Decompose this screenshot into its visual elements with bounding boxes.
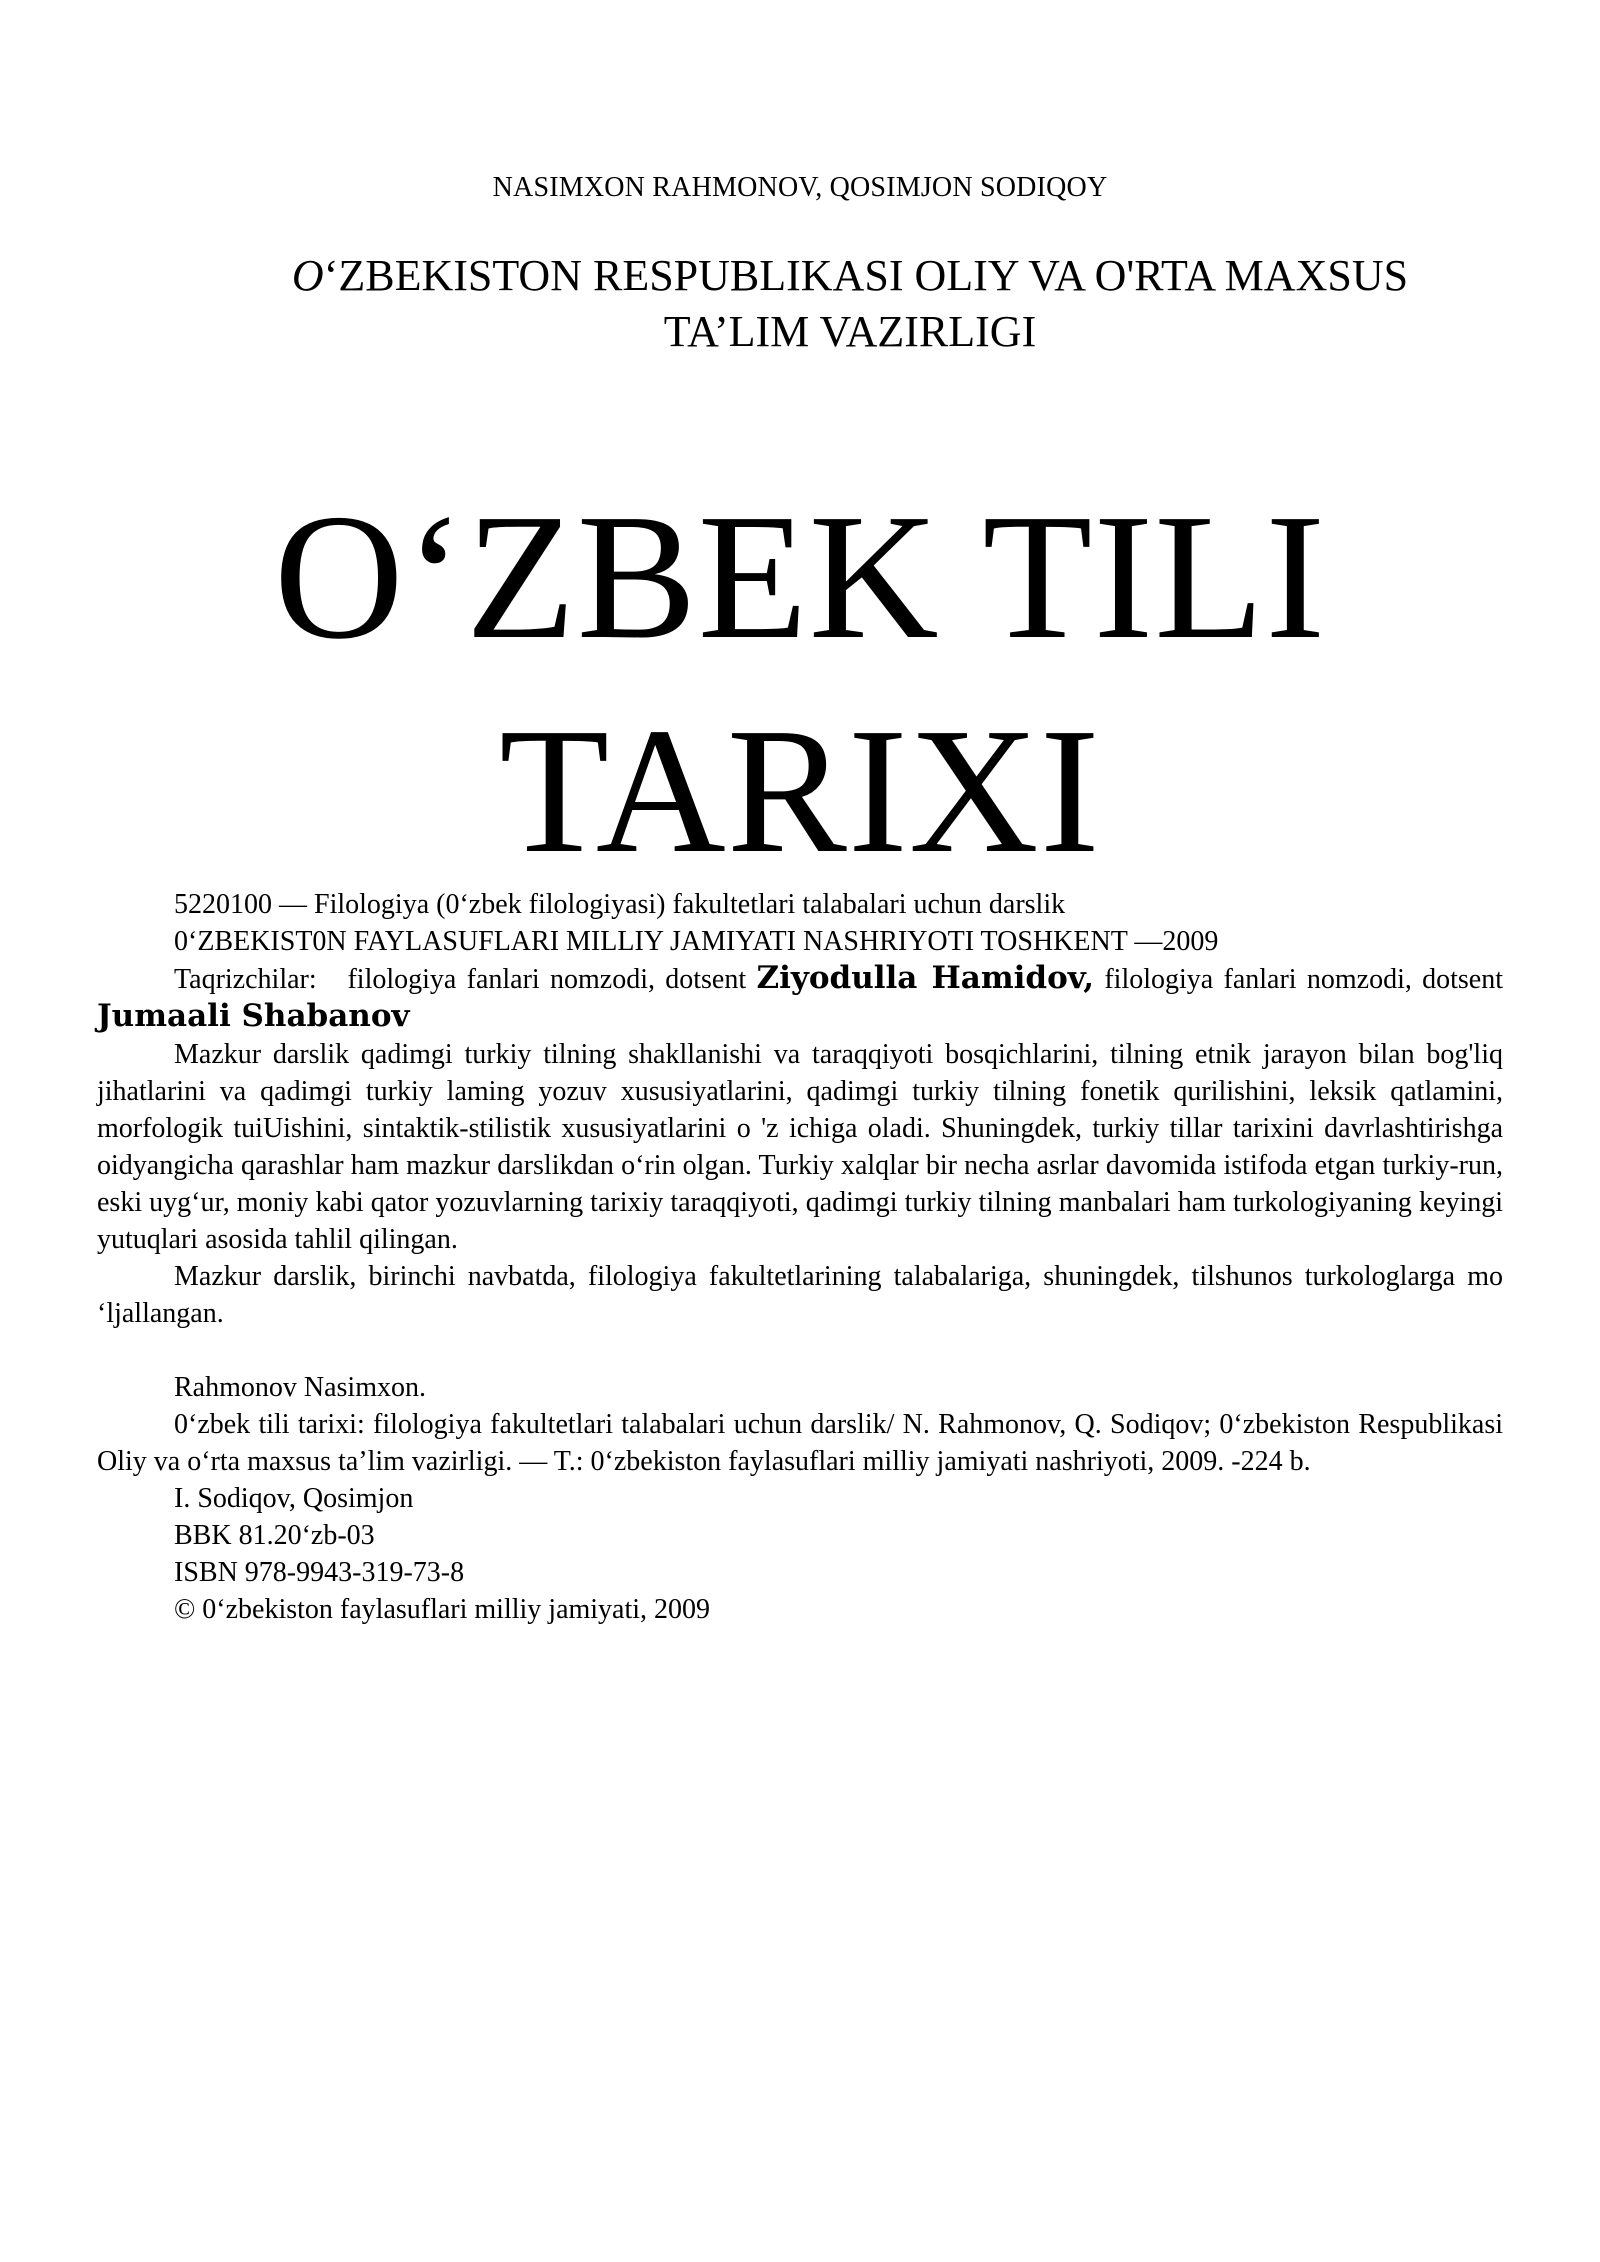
catalog-author: Rahmonov Nasimxon. <box>174 1372 426 1403</box>
paragraph-gap <box>97 1332 1503 1369</box>
book-title-line-2: TARIXI <box>499 691 1101 890</box>
reviewer-name-2: Jumaali Shabanov <box>97 998 410 1034</box>
catalog-isbn: ISBN 978-9943-319-73-8 <box>174 1557 465 1588</box>
catalog-copyright: © 0‘zbekiston faylasuflari milliy jamiyati, 2009 <box>174 1594 711 1625</box>
reviewers-paragraph <box>97 960 1503 1036</box>
reviewer-name-1: Ziyodulla Hamidov, <box>756 960 1095 996</box>
ministry-line-2: TA’LIM VAZIRLIGI <box>663 307 1037 356</box>
book-title-line-1: O‘ZBEK TILI <box>273 477 1327 676</box>
abstract-paragraph: Mazkur darslik qadimgi turkiy tilning shakllanishi va taraqqiyoti bosqichlarini, tilning etnik jarayon bilan bog'liq jihatlarini va qadimgi turkiy laming yozuv xususiyatlarini, qadimgi turkiy tilning fonetik qurilishini, leksik qatlamini, morfologik tuiUishini, sintaktik-stilistik xususiyatlarini o 'z ichiga oladi. Shuningdek, turkiy tillar tarixini davrlashtirishga oidyangicha qarashlar ham mazkur darslikdan o‘rin olgan. Turkiy xalqlar bir necha asrlar davomida istifoda etgan turkiy-run, eski uyg‘ur, moniy kabi qator yozuvlarning tarixiy taraqqiyoti, qadimgi turkiy tilning manbalari ham turkologiyaning keyingi yutuqlari asosida tahlil qilingan. <box>97 1039 1503 1255</box>
ministry-line-1-rest: ‘ZBEKISTON RESPUBLIKASI OLIY VA O'RTA MAXSUS <box>323 251 1409 300</box>
ministry-line-1 <box>200 248 1500 304</box>
authors-line: NASIMXON RAHMONOV, QOSIMJON SODIQOY <box>492 172 1108 203</box>
body-text <box>97 886 1503 1628</box>
ministry-first-letter: O <box>291 251 324 300</box>
reviewers-text-2: filologiya fanlari nomzodi, dotsent <box>1104 964 1504 995</box>
catalog-coauthor: I. Sodiqov, Qosimjon <box>174 1483 414 1514</box>
reviewers-label: Taqrizchilar: <box>174 964 317 995</box>
catalog-description: 0‘zbek tili tarixi: filologiya fakultetlari talabalari uchun darslik/ N. Rahmonov, Q. Sodiqov; 0‘zbekiston Respublikasi Oliy va o‘rta maxsus ta’lim vazirligi. — T.: 0‘zbekiston faylasuflari milliy jamiyati nashriyoti, 2009. -224 b. <box>97 1409 1503 1477</box>
publisher-line: 0‘ZBEKIST0N FAYLASUFLARI MILLIY JAMIYATI NASHRIYOTI TOSHKENT —2009 <box>174 926 1219 957</box>
reviewers-text-1: filologiya fanlari nomzodi, dotsent <box>347 964 747 995</box>
book-title <box>0 470 1600 898</box>
ministry-heading <box>200 248 1500 360</box>
catalog-bbk: BBK 81.20‘zb-03 <box>174 1520 375 1551</box>
specialty-line: 5220100 — Filologiya (0‘zbek filologiyasi) fakultetlari talabalari uchun darslik <box>174 889 1066 920</box>
audience-paragraph: Mazkur darslik, birinchi navbatda, filologiya fakultetlarining talabalariga, shuningdek, tilshunos turkologlarga mo ‘ljallangan. <box>97 1261 1503 1329</box>
